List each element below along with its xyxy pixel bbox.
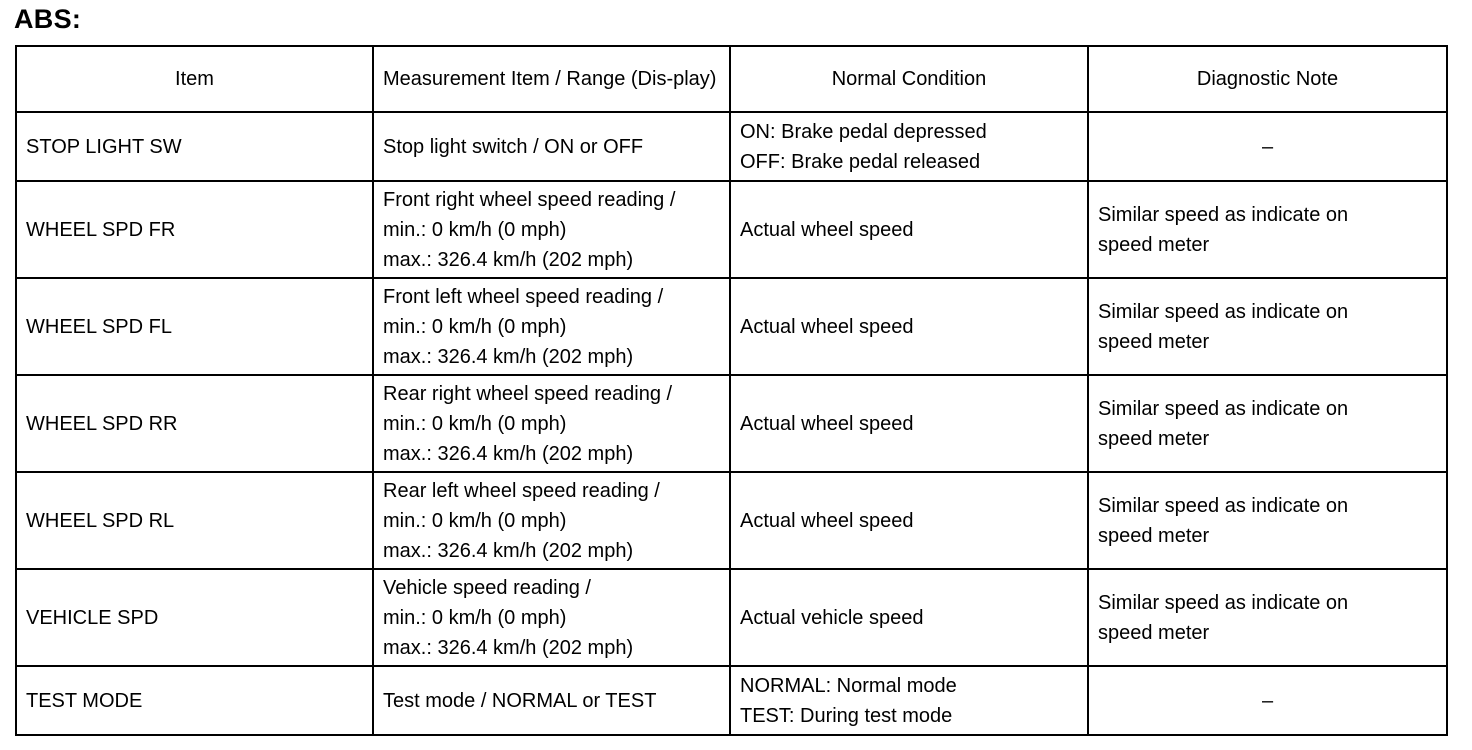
diagnostic-note-cell bbox=[1088, 569, 1447, 666]
measurement-line: Rear right wheel speed reading / bbox=[383, 382, 673, 405]
diagnostic-note-cell bbox=[1088, 375, 1447, 472]
measurement-line: Vehicle speed reading / bbox=[383, 576, 591, 599]
normal-condition-cell bbox=[730, 375, 1088, 472]
header-measurement-text: Measurement Item / Range (Dis-play) bbox=[383, 68, 717, 90]
abs-data-table bbox=[15, 45, 1448, 736]
table-row bbox=[16, 375, 1447, 472]
diagnostic-note-cell bbox=[1088, 112, 1447, 181]
normal-condition-cell bbox=[730, 112, 1088, 181]
diagnostic-note-line: speed meter bbox=[1098, 427, 1210, 450]
section-title: ABS: bbox=[14, 4, 82, 34]
normal-condition-cell bbox=[730, 666, 1088, 735]
diagnostic-note-line: speed meter bbox=[1098, 621, 1210, 644]
measurement-line: max.: 326.4 km/h (202 mph) bbox=[383, 442, 634, 465]
diagnostic-note-line: – bbox=[1261, 135, 1274, 158]
table-row bbox=[16, 569, 1447, 666]
normal-condition-line: NORMAL: Normal mode bbox=[740, 674, 957, 697]
table-header-row bbox=[16, 46, 1447, 112]
normal-condition-line: ON: Brake pedal depressed bbox=[740, 120, 987, 143]
table-row bbox=[16, 181, 1447, 278]
measurement-cell bbox=[373, 569, 730, 666]
table-row bbox=[16, 472, 1447, 569]
measurement-line: min.: 0 km/h (0 mph) bbox=[383, 509, 567, 532]
normal-condition-line: Actual wheel speed bbox=[740, 315, 914, 338]
diagnostic-note-line: speed meter bbox=[1098, 524, 1210, 547]
measurement-cell bbox=[373, 181, 730, 278]
diagnostic-note-line: speed meter bbox=[1098, 330, 1210, 353]
measurement-line: Test mode / NORMAL or TEST bbox=[383, 689, 657, 712]
measurement-line: Front right wheel speed reading / bbox=[383, 188, 676, 211]
item-cell: WHEEL SPD RL bbox=[16, 472, 373, 569]
measurement-line: min.: 0 km/h (0 mph) bbox=[383, 218, 567, 241]
normal-condition-cell bbox=[730, 569, 1088, 666]
measurement-line: min.: 0 km/h (0 mph) bbox=[383, 315, 567, 338]
diagnostic-note-line: Similar speed as indicate on bbox=[1098, 203, 1349, 226]
diagnostic-note-cell bbox=[1088, 181, 1447, 278]
normal-condition-line: OFF: Brake pedal released bbox=[740, 150, 981, 173]
item-cell: TEST MODE bbox=[16, 666, 373, 735]
measurement-line: max.: 326.4 km/h (202 mph) bbox=[383, 539, 634, 562]
normal-condition-cell bbox=[730, 278, 1088, 375]
diagnostic-note-line: Similar speed as indicate on bbox=[1098, 494, 1349, 517]
measurement-cell bbox=[373, 278, 730, 375]
measurement-cell bbox=[373, 375, 730, 472]
table-body bbox=[16, 112, 1447, 735]
measurement-line: min.: 0 km/h (0 mph) bbox=[383, 412, 567, 435]
diagnostic-note-cell bbox=[1088, 472, 1447, 569]
measurement-cell bbox=[373, 666, 730, 735]
item-cell: VEHICLE SPD bbox=[16, 569, 373, 666]
diagnostic-note-line: – bbox=[1261, 689, 1274, 712]
measurement-line: max.: 326.4 km/h (202 mph) bbox=[383, 248, 634, 271]
measurement-line: max.: 326.4 km/h (202 mph) bbox=[383, 345, 634, 368]
measurement-line: Stop light switch / ON or OFF bbox=[383, 135, 644, 158]
item-cell: WHEEL SPD RR bbox=[16, 375, 373, 472]
header-normal-condition: Normal Condition bbox=[730, 46, 1088, 112]
normal-condition-cell bbox=[730, 472, 1088, 569]
header-item: Item bbox=[16, 46, 373, 112]
diagnostic-note-line: Similar speed as indicate on bbox=[1098, 300, 1349, 323]
measurement-line: Front left wheel speed reading / bbox=[383, 285, 664, 308]
table-row bbox=[16, 666, 1447, 735]
normal-condition-line: Actual wheel speed bbox=[740, 412, 914, 435]
measurement-cell bbox=[373, 112, 730, 181]
diagnostic-note-cell bbox=[1088, 278, 1447, 375]
item-cell: WHEEL SPD FR bbox=[16, 181, 373, 278]
normal-condition-line: Actual wheel speed bbox=[740, 218, 914, 241]
measurement-cell bbox=[373, 472, 730, 569]
item-cell: WHEEL SPD FL bbox=[16, 278, 373, 375]
diagnostic-note-line: speed meter bbox=[1098, 233, 1210, 256]
table-row bbox=[16, 112, 1447, 181]
header-measurement bbox=[373, 46, 730, 112]
measurement-line: min.: 0 km/h (0 mph) bbox=[383, 606, 567, 629]
diagnostic-note-cell bbox=[1088, 666, 1447, 735]
normal-condition-line: Actual wheel speed bbox=[740, 509, 914, 532]
normal-condition-line: TEST: During test mode bbox=[740, 704, 953, 727]
normal-condition-cell bbox=[730, 181, 1088, 278]
normal-condition-line: Actual vehicle speed bbox=[740, 606, 924, 629]
measurement-line: max.: 326.4 km/h (202 mph) bbox=[383, 636, 634, 659]
diagnostic-note-line: Similar speed as indicate on bbox=[1098, 591, 1349, 614]
header-diagnostic-note: Diagnostic Note bbox=[1088, 46, 1447, 112]
table-row bbox=[16, 278, 1447, 375]
measurement-line: Rear left wheel speed reading / bbox=[383, 479, 660, 502]
item-cell: STOP LIGHT SW bbox=[16, 112, 373, 181]
diagnostic-note-line: Similar speed as indicate on bbox=[1098, 397, 1349, 420]
